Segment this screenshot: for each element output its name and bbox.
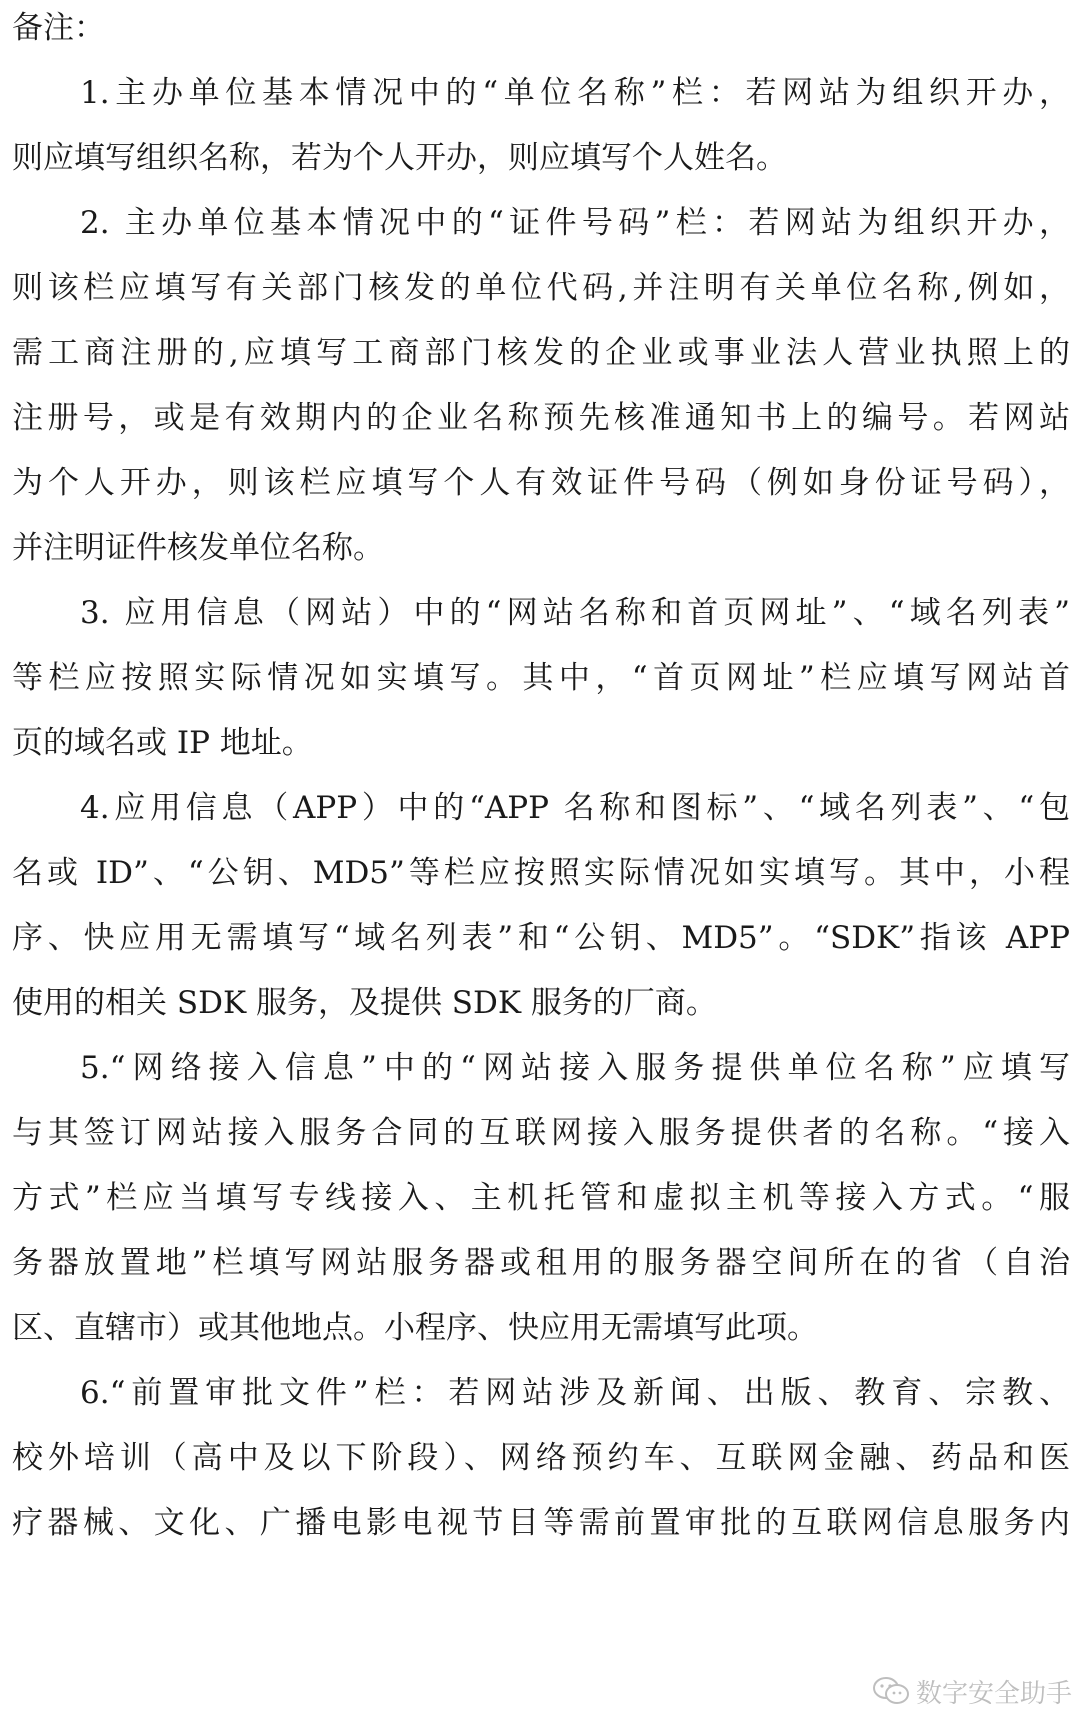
text-line: 则该栏应填写有关部门核发的单位代码,并注明有关单位名称,例如， [12,270,1070,306]
text-line: 序、快应用无需填写“域名列表”和“公钥、MD5”。“SDK”指该 APP [12,920,1070,956]
text-line: 则应填写组织名称，若为个人开办，则应填写个人姓名。 [12,140,787,176]
text-line: 2. 主办单位基本情况中的“证件号码”栏：若网站为组织开办， [80,205,1070,241]
text-line: 疗器械、文化、广播电影电视节目等需前置审批的互联网信息服务内 [12,1505,1070,1541]
text-line: 与其签订网站接入服务合同的互联网接入服务提供者的名称。“接入 [12,1115,1070,1151]
text-line: 方式”栏应当填写专线接入、主机托管和虚拟主机等接入方式。“服 [12,1180,1070,1216]
watermark [872,1665,1072,1717]
notes-heading: 备注： [12,10,105,46]
text-line: 页的域名或 IP 地址。 [12,725,313,761]
text-line: 区、直辖市）或其他地点。小程序、快应用无需填写此项。 [12,1310,818,1346]
text-line: 为个人开办，则该栏应填写个人有效证件号码（例如身份证号码）， [12,465,1070,501]
wechat-icon [872,1675,910,1707]
text-line: 名或 ID”、“公钥、MD5”等栏应按照实际情况如实填写。其中，小程 [12,855,1070,891]
text-line: 使用的相关 SDK 服务，及提供 SDK 服务的厂商。 [12,985,717,1021]
text-line: 4.应用信息（APP）中的“APP 名称和图标”、“域名列表”、“包 [80,790,1070,826]
text-line: 等栏应按照实际情况如实填写。其中，“首页网址”栏应填写网站首 [12,660,1070,696]
text-line: 3. 应用信息（网站）中的“网站名称和首页网址”、“域名列表” [80,595,1070,631]
text-line: 需工商注册的,应填写工商部门核发的企业或事业法人营业执照上的 [12,335,1070,371]
text-line: 1.主办单位基本情况中的“单位名称”栏：若网站为组织开办， [80,75,1070,111]
text-line: 5.“网络接入信息”中的“网站接入服务提供单位名称”应填写 [80,1050,1070,1086]
text-line: 校外培训（高中及以下阶段）、网络预约车、互联网金融、药品和医 [12,1440,1070,1476]
text-line: 并注明证件核发单位名称。 [12,530,384,566]
text-line: 6.“前置审批文件”栏：若网站涉及新闻、出版、教育、宗教、 [80,1375,1070,1411]
text-line: 注册号，或是有效期内的企业名称预先核准通知书上的编号。若网站 [12,400,1070,436]
watermark-text: 数字安全助手 [915,1678,1072,1709]
text-line: 务器放置地”栏填写网站服务器或租用的服务器空间所在的省（自治 [12,1245,1070,1281]
